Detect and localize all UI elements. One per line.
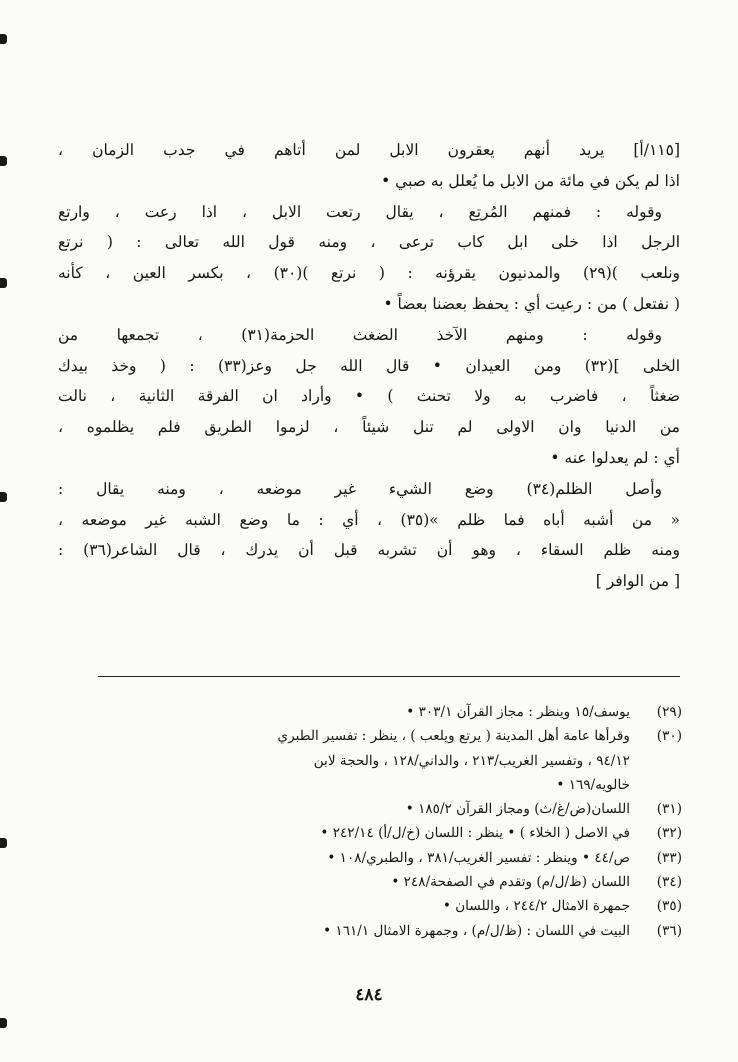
footnote	[96, 724, 682, 748]
text-line: من الدنيا وان الاولى لم تنل شيئاً ، لزموا الطريق فلم يظلموه ،	[58, 418, 680, 437]
footnote-text: جمهرة الامثال ٢٤٤/٢ ، واللسان •	[442, 898, 630, 915]
footnote	[96, 870, 682, 894]
text-line: الخلى ](٣٢) ومن العيدان • قال الله جل وعز(٣٣) : ( وخذ بيدك	[58, 356, 680, 375]
footnote	[96, 846, 682, 870]
footnote	[96, 919, 682, 943]
text-line: « من أشبه أباه فما ظلم »(٣٥) ، أي : ما وضع الشبه غير موضعه ،	[58, 510, 680, 529]
footnote-number: (٣٠)	[656, 728, 682, 745]
text-line: ومنه ظلم السقاء ، وهو أن تشربه قبل أن يدرك ، قال الشاعر(٣٦) :	[58, 541, 680, 560]
scan-edge-mark	[0, 34, 7, 44]
text-line: أي : لم يعدلوا عنه •	[550, 448, 680, 467]
footnote-number: (٣١)	[656, 801, 682, 818]
footnote-number: (٣٤)	[656, 874, 682, 891]
footnote	[96, 700, 682, 724]
text-line: [١١٥/أ] يريد أنهم يعقرون الابل لمن أتاهم في جدب الزمان ،	[58, 141, 680, 159]
text-line: وقوله : فمنهم المُرتِع ، يقال رتعت الابل ، اذا رعت ، وارتع	[58, 202, 662, 221]
footnote-number: (٣٢)	[656, 825, 682, 842]
footnote-continuation: ٩٤/١٢ ، وتفسير الغريب/٢١٣ ، والداني/١٢٨ ، والحجة لابن	[313, 752, 630, 769]
text-line: وأصل الظلم(٣٤) وضع الشيء غير موضعه ، ومنه يقال :	[58, 479, 663, 498]
scan-edge-mark	[0, 1018, 7, 1028]
footnote-number: (٣٦)	[656, 922, 682, 939]
text-line: ونلعب )(٢٩) والمدنيون يقرؤنه : ( نرتع )(٣٠) ، بكسر العين ، كأنه	[58, 264, 680, 283]
footnote	[96, 797, 682, 821]
footnote-text: البيت في اللسان : (ظ/ل/م) ، وجمهرة الامثال ١٦١/١ •	[323, 922, 630, 939]
footnote-text: ص/٤٤ • وينظر : تفسير الغريب/٣٨١ ، والطبري/١٠٨ •	[327, 849, 630, 866]
footnote	[96, 821, 682, 845]
page-number: ٤٨٤	[355, 985, 383, 1005]
footnote	[96, 894, 682, 918]
scan-edge-mark	[0, 492, 7, 502]
footnote-text: وقرأها عامة أهل المدينة ( يرتع ويلعب ) ، ينظر : تفسير الطبري	[277, 728, 630, 745]
footnote-divider	[98, 676, 680, 677]
footnotes	[96, 700, 682, 943]
main-text	[58, 135, 680, 597]
scan-edge-mark	[0, 278, 7, 288]
footnote-text: يوسف/١٥ وينظر : مجاز القرآن ٣٠٣/١ •	[406, 704, 630, 720]
footnote-number: (٣٥)	[656, 898, 682, 915]
text-line: وقوله : ومنهم الآخذ الضغث الحزمة(٣١) ، تجمعها من	[58, 325, 662, 344]
scan-edge-mark	[0, 838, 7, 848]
footnote-text: اللسان (ظ/ل/م) وتقدم في الصفحة/٢٤٨ •	[391, 874, 630, 891]
text-line: اذا لم يكن في مائة من الابل ما يُعلل به صبي •	[381, 171, 680, 190]
footnote-number: (٣٣)	[656, 849, 682, 866]
scan-edge-mark	[0, 156, 7, 166]
footnote-text: في الاصل ( الخلاء ) • ينظر : اللسان (خ/ل/أ) ٢٤٢/١٤ •	[320, 825, 630, 842]
text-line: ( نفتعل ) من : رعيت أي : يحفظ بعضنا بعضاً •	[383, 294, 680, 313]
text-line: ضغثاً ، فاضرب به ولا تحنث ) • وأراد ان الفرقة الثانية ، نالت	[58, 387, 680, 406]
footnote-number: (٢٩)	[656, 704, 682, 720]
text-line: [ من الوافر ]	[595, 572, 680, 591]
footnote-text: اللسان(ض/غ/ث) ومجاز القرآن ١٨٥/٢ •	[405, 801, 630, 818]
text-line: الرجل اذا خلى ابل كاب ترعى ، ومنه قول الله تعالى : ( نرتع	[58, 233, 680, 252]
footnote-continuation: خالويه/١٦٩ •	[556, 776, 630, 793]
